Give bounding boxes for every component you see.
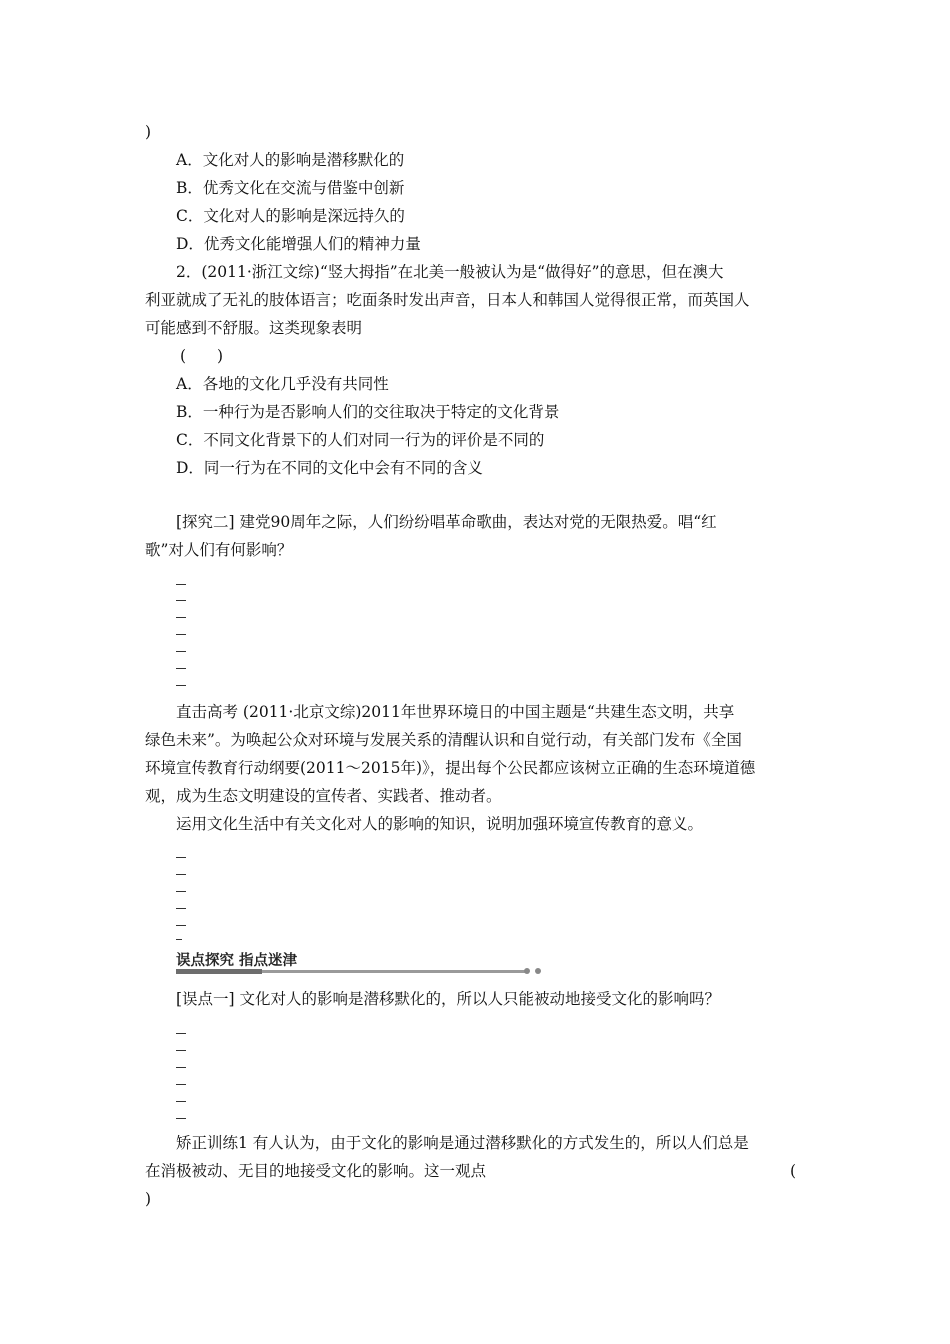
explore2-line-1: [探究二] 建党90周年之际，人们纷纷唱革命歌曲，表达对党的无限热爱。唱“红 xyxy=(176,513,717,531)
answer-blank-line xyxy=(176,908,186,909)
answer-blank-line xyxy=(176,925,186,926)
q2-option-a: A．各地的文化几乎没有共同性 xyxy=(176,375,389,393)
q2-answer-paren: ( ) xyxy=(180,347,224,365)
correction1-line-1: 矫正训练1 有人认为，由于文化的影响是通过潜移默化的方式发生的，所以人们总是 xyxy=(176,1134,749,1152)
answer-blank-line xyxy=(176,891,186,892)
correction1-line-2: 在消极被动、无目的地接受文化的影响。这一观点 xyxy=(145,1162,487,1180)
gaokao-line-1: 直击高考 (2011·北京文综)2011年世界环境日的中国主题是“共建生态文明，共享 xyxy=(176,703,735,721)
gaokao-line-3: 环境宣传教育行动纲要(2011～2015年)》，提出每个公民都应该树立正确的生态环境道德 xyxy=(145,759,756,777)
mistake1-question: [误点一] 文化对人的影响是潜移默化的，所以人只能被动地接受文化的影响吗？ xyxy=(176,990,721,1008)
q1-option-c: C．文化对人的影响是深远持久的 xyxy=(176,207,405,225)
q2-stem-line-2: 利亚就成了无礼的肢体语言；吃面条时发出声音，日本人和韩国人觉得很正常，而英国人 xyxy=(145,291,750,309)
answer-blank-line xyxy=(176,1050,186,1051)
answer-blank-line xyxy=(176,1084,186,1085)
q2-stem-line-3: 可能感到不舒服。这类现象表明 xyxy=(145,319,363,337)
q2-option-b: B．一种行为是否影响人们的交往取决于特定的文化背景 xyxy=(176,403,560,421)
answer-blank-line xyxy=(176,1033,186,1034)
answer-blank-line xyxy=(176,1067,186,1068)
q1-option-a: A．文化对人的影响是潜移默化的 xyxy=(176,151,405,169)
answer-blank-line xyxy=(176,685,186,686)
section-divider-accent xyxy=(176,969,262,974)
explore2-line-2: 歌”对人们有何影响？ xyxy=(145,541,293,559)
answer-blank-line xyxy=(176,939,182,940)
correction1-open-paren: ( xyxy=(790,1162,797,1180)
answer-blank-line xyxy=(176,617,186,618)
answer-blank-line xyxy=(176,874,186,875)
answer-blank-line xyxy=(176,600,186,601)
section-divider-dot xyxy=(535,968,541,974)
q2-option-c: C．不同文化背景下的人们对同一行为的评价是不同的 xyxy=(176,431,545,449)
gaokao-question: 运用文化生活中有关文化对人的影响的知识，说明加强环境宣传教育的意义。 xyxy=(176,815,704,833)
q1-close-paren: ) xyxy=(145,123,152,141)
q1-option-d: D．优秀文化能增强人们的精神力量 xyxy=(176,235,421,253)
gaokao-line-2: 绿色未来”。为唤起公众对环境与发展关系的清醒认识和自觉行动，有关部门发布《全国 xyxy=(145,731,742,749)
answer-blank-line xyxy=(176,651,186,652)
section-title: 误点探究 指点迷津 xyxy=(176,953,298,969)
answer-blank-line xyxy=(176,668,186,669)
q2-option-d: D．同一行为在不同的文化中会有不同的含义 xyxy=(176,459,483,477)
answer-blank-line xyxy=(176,634,186,635)
section-divider-dot xyxy=(524,968,530,974)
answer-blank-line xyxy=(176,857,186,858)
answer-blank-line xyxy=(176,1101,186,1102)
answer-blank-line xyxy=(176,1118,186,1119)
answer-blank-line xyxy=(176,584,186,585)
correction1-close-paren: ) xyxy=(145,1190,152,1208)
q1-option-b: B．优秀文化在交流与借鉴中创新 xyxy=(176,179,405,197)
gaokao-line-4: 观，成为生态文明建设的宣传者、实践者、推动者。 xyxy=(145,787,502,805)
q2-stem-line-1: 2．(2011·浙江文综)“竖大拇指”在北美一般被认为是“做得好”的意思，但在澳大 xyxy=(176,263,724,281)
